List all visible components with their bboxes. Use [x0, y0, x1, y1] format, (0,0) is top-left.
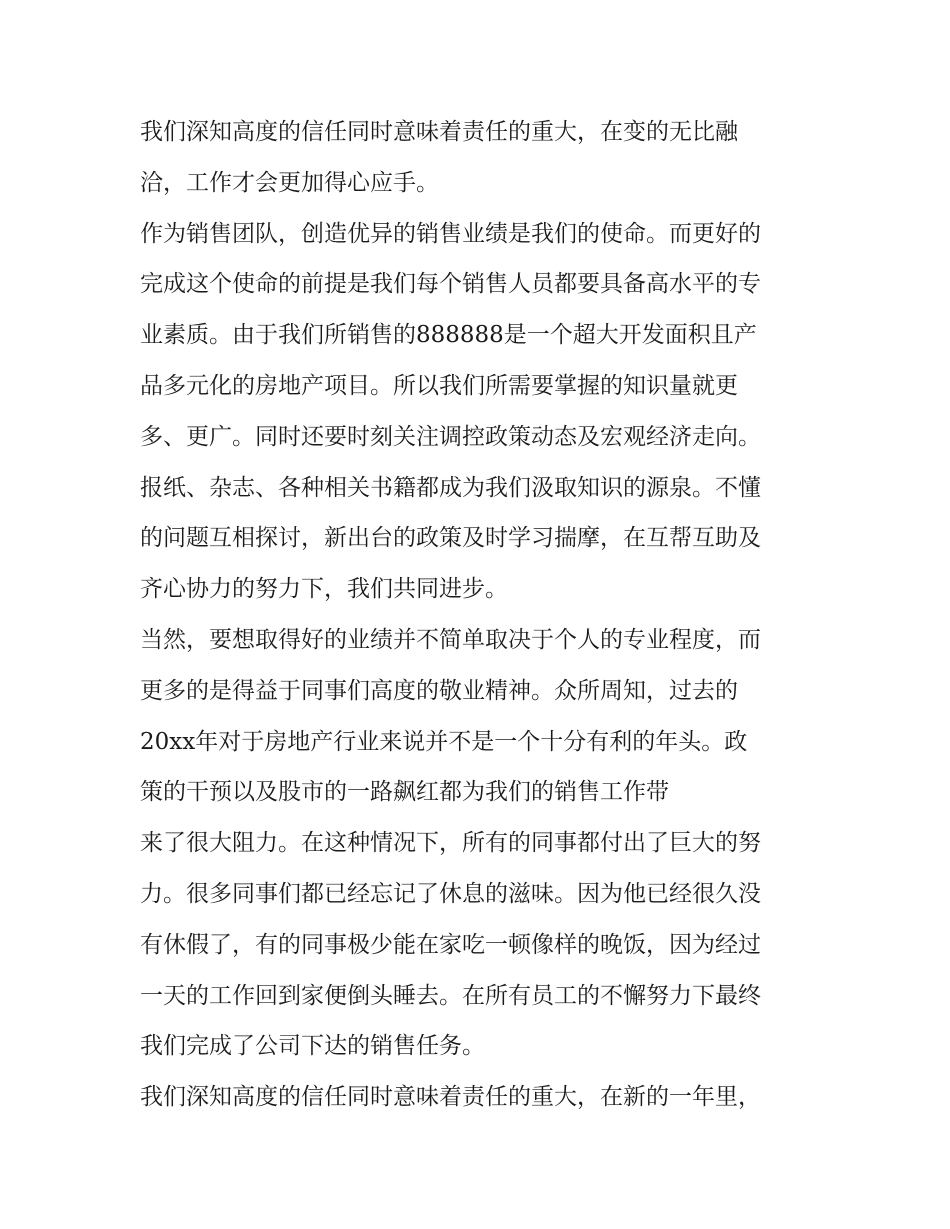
text-line-2: 洽，工作才会更加得心应手。	[140, 169, 439, 196]
text-line-13: 20xx年对于房地产行业来说并不是一个十分有利的年头。政	[140, 728, 748, 755]
text-line-8: 报纸、杂志、各种相关书籍都成为我们汲取知识的源泉。不懂	[140, 474, 761, 501]
text-line-15: 来了很大阻力。在这种情况下，所有的同事都付出了巨大的努	[140, 830, 761, 857]
text-line-4: 完成这个使命的前提是我们每个销售人员都要具备高水平的专	[140, 271, 761, 298]
text-line-12: 更多的是得益于同事们高度的敬业精神。众所周知，过去的	[140, 677, 738, 704]
text-line-20: 我们深知高度的信任同时意味着责任的重大，在新的一年里，	[140, 1084, 761, 1111]
text-line-5: 业素质。由于我们所销售的888888是一个超大开发面积且产	[140, 322, 757, 349]
text-line-6: 品多元化的房地产项目。所以我们所需要掌握的知识量就更	[140, 372, 738, 399]
text-line-18: 一天的工作回到家便倒头睡去。在所有员工的不懈努力下最终	[140, 982, 761, 1009]
text-line-3: 作为销售团队，创造优异的销售业绩是我们的使命。而更好的	[140, 220, 761, 247]
text-line-10: 齐心协力的努力下，我们共同进步。	[140, 576, 508, 603]
text-line-19: 我们完成了公司下达的销售任务。	[140, 1033, 485, 1060]
text-line-9: 的问题互相探讨，新出台的政策及时学习揣摩，在互帮互助及	[140, 525, 761, 552]
text-line-14: 策的干预以及股市的一路飙红都为我们的销售工作带	[140, 779, 669, 806]
document-body	[140, 107, 830, 1123]
text-line-1: 我们深知高度的信任同时意味着责任的重大，在变的无比融	[140, 119, 738, 145]
text-line-11: 当然，要想取得好的业绩并不简单取决于个人的专业程度，而	[140, 626, 761, 653]
text-line-17: 有休假了，有的同事极少能在家吃一顿像样的晚饭，因为经过	[140, 931, 761, 958]
text-line-7: 多、更广。同时还要时刻关注调控政策动态及宏观经济走向。	[140, 423, 761, 450]
text-line-16: 力。很多同事们都已经忘记了休息的滋味。因为他已经很久没	[140, 880, 761, 907]
